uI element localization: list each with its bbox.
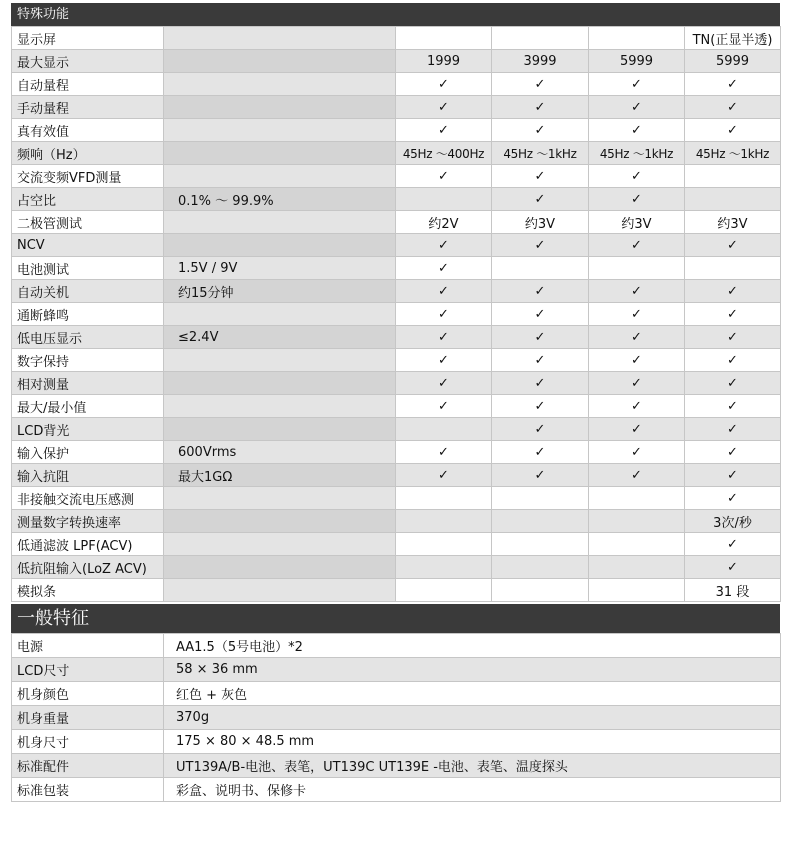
spec-value xyxy=(396,579,492,602)
spec-value: ✓ xyxy=(492,119,589,142)
spec-row xyxy=(12,510,781,533)
spec-value: ✓ xyxy=(396,165,492,188)
spec-row xyxy=(12,119,781,142)
spec-value: ✓ xyxy=(685,280,781,303)
spec-value xyxy=(396,510,492,533)
spec-note xyxy=(164,372,396,395)
spec-note: 约15分钟 xyxy=(164,280,396,303)
spec-value: 3999 xyxy=(492,50,589,73)
spec-value: ✓ xyxy=(492,395,589,418)
general-row xyxy=(12,658,781,682)
spec-name: 手动量程 xyxy=(12,96,164,119)
spec-value: ✓ xyxy=(589,418,685,441)
spec-name: 输入抗阻 xyxy=(12,464,164,487)
spec-row xyxy=(12,188,781,211)
spec-row xyxy=(12,372,781,395)
general-name: 标准配件 xyxy=(12,754,164,778)
spec-name: 低通滤波 LPF(ACV) xyxy=(12,533,164,556)
spec-value: ✓ xyxy=(396,349,492,372)
general-name: 机身重量 xyxy=(12,706,164,730)
spec-value: 45Hz ～1kHz xyxy=(492,142,589,165)
spec-value: ✓ xyxy=(685,533,781,556)
spec-value: 约2V xyxy=(396,211,492,234)
spec-row xyxy=(12,303,781,326)
spec-value xyxy=(396,533,492,556)
general-row xyxy=(12,730,781,754)
spec-row xyxy=(12,533,781,556)
spec-value: ✓ xyxy=(589,395,685,418)
spec-value xyxy=(589,510,685,533)
spec-value: 约3V xyxy=(589,211,685,234)
spec-name: 模拟条 xyxy=(12,579,164,602)
spec-value: ✓ xyxy=(685,234,781,257)
general-name: 机身尺寸 xyxy=(12,730,164,754)
spec-value xyxy=(492,533,589,556)
spec-value xyxy=(492,27,589,50)
general-name: 标准包装 xyxy=(12,778,164,802)
spec-value: ✓ xyxy=(492,303,589,326)
spec-value: ✓ xyxy=(492,441,589,464)
spec-value: ✓ xyxy=(685,96,781,119)
spec-note xyxy=(164,27,396,50)
spec-value: ✓ xyxy=(685,303,781,326)
spec-value: ✓ xyxy=(589,73,685,96)
spec-note xyxy=(164,211,396,234)
spec-name: 相对测量 xyxy=(12,372,164,395)
spec-value: ✓ xyxy=(589,119,685,142)
spec-value: ✓ xyxy=(396,234,492,257)
spec-value xyxy=(396,487,492,510)
general-row xyxy=(12,778,781,802)
spec-row xyxy=(12,579,781,602)
spec-value: ✓ xyxy=(492,349,589,372)
general-value: AA1.5（5号电池）*2 xyxy=(164,634,781,658)
spec-value: 31 段 xyxy=(685,579,781,602)
spec-name: 频响（Hz） xyxy=(12,142,164,165)
spec-value xyxy=(685,165,781,188)
spec-note xyxy=(164,349,396,372)
special-functions-header: 特殊功能 xyxy=(11,3,780,26)
spec-value: ✓ xyxy=(589,96,685,119)
spec-value: 1999 xyxy=(396,50,492,73)
spec-row xyxy=(12,487,781,510)
spec-value xyxy=(396,27,492,50)
spec-row xyxy=(12,464,781,487)
spec-name: 自动量程 xyxy=(12,73,164,96)
spec-value: ✓ xyxy=(396,372,492,395)
spec-row xyxy=(12,326,781,349)
spec-note xyxy=(164,418,396,441)
spec-note xyxy=(164,165,396,188)
general-name: LCD尺寸 xyxy=(12,658,164,682)
spec-name: 数字保持 xyxy=(12,349,164,372)
spec-name: NCV xyxy=(12,234,164,257)
spec-note xyxy=(164,73,396,96)
spec-note xyxy=(164,234,396,257)
spec-value xyxy=(589,257,685,280)
spec-value: ✓ xyxy=(492,418,589,441)
spec-value: ✓ xyxy=(589,441,685,464)
spec-value: ✓ xyxy=(396,73,492,96)
spec-value: ✓ xyxy=(492,372,589,395)
spec-value: ✓ xyxy=(492,96,589,119)
spec-row xyxy=(12,441,781,464)
spec-value: ✓ xyxy=(685,487,781,510)
spec-note xyxy=(164,96,396,119)
spec-row xyxy=(12,96,781,119)
spec-note xyxy=(164,50,396,73)
general-value: 370g xyxy=(164,706,781,730)
spec-value: ✓ xyxy=(685,73,781,96)
spec-value: ✓ xyxy=(589,326,685,349)
spec-value: ✓ xyxy=(396,96,492,119)
spec-value xyxy=(396,188,492,211)
spec-name: 通断蜂鸣 xyxy=(12,303,164,326)
spec-note xyxy=(164,119,396,142)
spec-sheet xyxy=(11,3,780,802)
spec-value: ✓ xyxy=(589,165,685,188)
general-value: 58 × 36 mm xyxy=(164,658,781,682)
spec-note: 最大1GΩ xyxy=(164,464,396,487)
spec-value xyxy=(492,257,589,280)
spec-value xyxy=(492,556,589,579)
spec-value: ✓ xyxy=(396,464,492,487)
spec-name: 交流变频VFD测量 xyxy=(12,165,164,188)
spec-value: ✓ xyxy=(685,441,781,464)
spec-value: ✓ xyxy=(492,280,589,303)
spec-name: 占空比 xyxy=(12,188,164,211)
spec-value: ✓ xyxy=(396,119,492,142)
spec-row xyxy=(12,165,781,188)
spec-row xyxy=(12,50,781,73)
spec-name: 真有效值 xyxy=(12,119,164,142)
spec-value: ✓ xyxy=(396,326,492,349)
general-value: UT139A/B-电池、表笔，UT139C UT139E -电池、表笔、温度探头 xyxy=(164,754,781,778)
general-features-table xyxy=(11,633,781,802)
spec-value: ✓ xyxy=(685,395,781,418)
spec-note xyxy=(164,533,396,556)
spec-value xyxy=(589,487,685,510)
spec-name: LCD背光 xyxy=(12,418,164,441)
spec-value: 45Hz ～1kHz xyxy=(589,142,685,165)
general-value: 彩盒、说明书、保修卡 xyxy=(164,778,781,802)
spec-note: 0.1% ～ 99.9% xyxy=(164,188,396,211)
spec-value: ✓ xyxy=(396,280,492,303)
spec-value: 约3V xyxy=(685,211,781,234)
spec-row xyxy=(12,73,781,96)
spec-value: ✓ xyxy=(589,464,685,487)
spec-value: ✓ xyxy=(685,326,781,349)
spec-value: ✓ xyxy=(492,165,589,188)
spec-value: ✓ xyxy=(396,303,492,326)
spec-value: 5999 xyxy=(589,50,685,73)
spec-note xyxy=(164,303,396,326)
spec-note xyxy=(164,579,396,602)
spec-note xyxy=(164,395,396,418)
spec-row xyxy=(12,280,781,303)
spec-value: ✓ xyxy=(685,464,781,487)
spec-name: 二极管测试 xyxy=(12,211,164,234)
spec-value: ✓ xyxy=(589,234,685,257)
spec-value: 5999 xyxy=(685,50,781,73)
spec-name: 自动关机 xyxy=(12,280,164,303)
general-row xyxy=(12,634,781,658)
spec-value: ✓ xyxy=(396,441,492,464)
spec-name: 电池测试 xyxy=(12,257,164,280)
spec-note: ≤2.4V xyxy=(164,326,396,349)
spec-value: 3次/秒 xyxy=(685,510,781,533)
spec-value: ✓ xyxy=(492,188,589,211)
spec-name: 最大显示 xyxy=(12,50,164,73)
general-row xyxy=(12,682,781,706)
special-functions-table xyxy=(11,26,781,602)
spec-value: 45Hz ～400Hz xyxy=(396,142,492,165)
spec-value: 约3V xyxy=(492,211,589,234)
spec-value: TN(正显半透) xyxy=(685,27,781,50)
spec-note xyxy=(164,142,396,165)
spec-name: 最大/最小值 xyxy=(12,395,164,418)
spec-value xyxy=(396,556,492,579)
spec-value xyxy=(589,579,685,602)
spec-value: ✓ xyxy=(589,372,685,395)
spec-row xyxy=(12,349,781,372)
spec-value: ✓ xyxy=(589,303,685,326)
spec-value: ✓ xyxy=(685,119,781,142)
spec-row xyxy=(12,418,781,441)
spec-value xyxy=(492,510,589,533)
spec-value xyxy=(492,579,589,602)
spec-row xyxy=(12,395,781,418)
spec-note: 600Vrms xyxy=(164,441,396,464)
spec-value: ✓ xyxy=(492,326,589,349)
spec-value: ✓ xyxy=(685,372,781,395)
spec-value: ✓ xyxy=(589,280,685,303)
general-name: 电源 xyxy=(12,634,164,658)
spec-value: 45Hz ～1kHz xyxy=(685,142,781,165)
spec-value: ✓ xyxy=(589,349,685,372)
spec-note xyxy=(164,487,396,510)
spec-row xyxy=(12,234,781,257)
spec-value: ✓ xyxy=(685,349,781,372)
spec-value xyxy=(589,27,685,50)
spec-note xyxy=(164,510,396,533)
general-name: 机身颜色 xyxy=(12,682,164,706)
spec-name: 显示屏 xyxy=(12,27,164,50)
spec-row xyxy=(12,556,781,579)
spec-value: ✓ xyxy=(492,73,589,96)
spec-name: 输入保护 xyxy=(12,441,164,464)
spec-value xyxy=(685,257,781,280)
spec-value xyxy=(396,418,492,441)
general-value: 红色 + 灰色 xyxy=(164,682,781,706)
spec-row xyxy=(12,257,781,280)
spec-value: ✓ xyxy=(492,234,589,257)
spec-value: ✓ xyxy=(396,257,492,280)
spec-note xyxy=(164,556,396,579)
spec-row xyxy=(12,211,781,234)
spec-value: ✓ xyxy=(396,395,492,418)
spec-value: ✓ xyxy=(685,418,781,441)
spec-name: 测量数字转换速率 xyxy=(12,510,164,533)
general-value: 175 × 80 × 48.5 mm xyxy=(164,730,781,754)
spec-name: 低电压显示 xyxy=(12,326,164,349)
general-row xyxy=(12,706,781,730)
spec-name: 非接触交流电压感测 xyxy=(12,487,164,510)
spec-value xyxy=(589,556,685,579)
general-features-header: 一般特征 xyxy=(11,604,780,633)
spec-value xyxy=(589,533,685,556)
spec-value: ✓ xyxy=(492,464,589,487)
general-row xyxy=(12,754,781,778)
spec-value: ✓ xyxy=(589,188,685,211)
spec-value xyxy=(492,487,589,510)
spec-value xyxy=(685,188,781,211)
spec-row xyxy=(12,142,781,165)
spec-note: 1.5V / 9V xyxy=(164,257,396,280)
spec-name: 低抗阻输入(LoZ ACV) xyxy=(12,556,164,579)
spec-value: ✓ xyxy=(685,556,781,579)
spec-row xyxy=(12,27,781,50)
